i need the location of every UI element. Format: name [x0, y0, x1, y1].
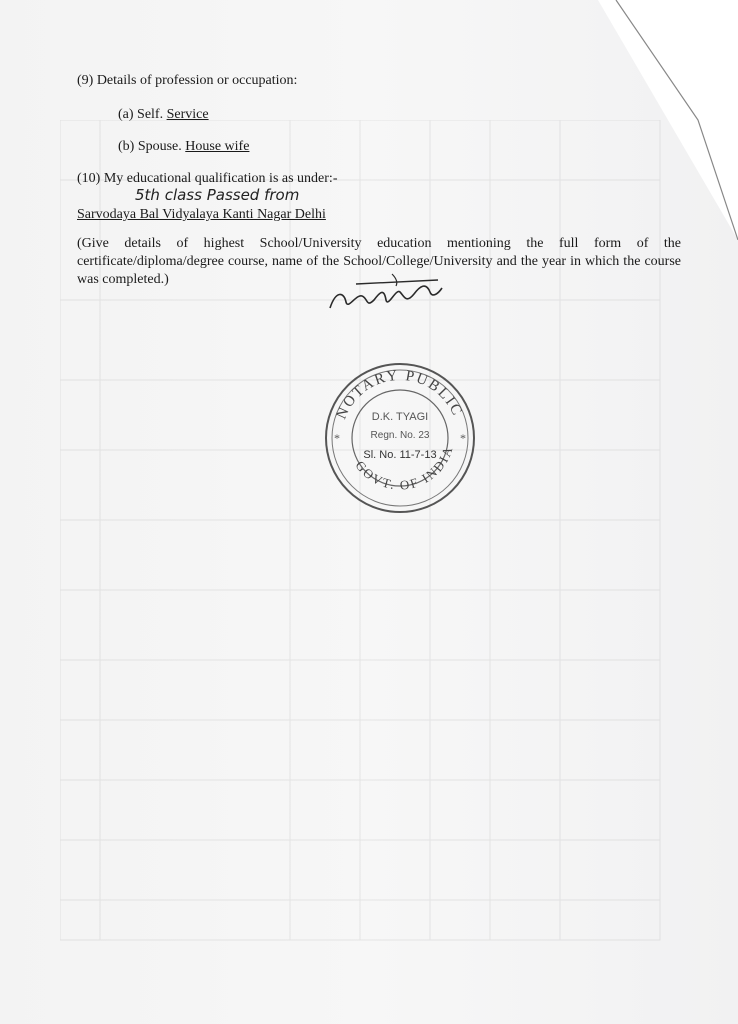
section9-heading: (9) Details of profession or occupation:	[77, 73, 298, 88]
notary-stamp	[320, 360, 480, 515]
spouse-value: House wife	[185, 139, 250, 154]
stamp-bottom-text: GOVT. OF INDIA	[352, 443, 456, 493]
stamp-regn: Regn. No. 23	[370, 430, 430, 441]
stamp-star-right: *	[460, 431, 466, 445]
school-name: Sarvodaya Bal Vidyalaya Kanti Nagar Delhi	[77, 207, 326, 222]
stamp-top-text: NOTARY PUBLIC	[333, 367, 466, 422]
self-value: Service	[166, 107, 209, 122]
stamp-star-left: *	[334, 431, 340, 445]
self-label: (a) Self.	[118, 107, 164, 122]
spouse-occupation	[118, 139, 249, 155]
signature	[326, 270, 446, 320]
instruction-paragraph: (Give details of highest School/University education mentioning the full form of the certificate/diploma/degree course, name of the School/College/University and the year in which the course was completed.)	[77, 236, 681, 287]
stamp-serial: Sl. No. 11-7-13	[363, 449, 437, 461]
folded-corner	[598, 0, 738, 240]
section10-heading: (10) My educational qualification is as under:-	[77, 171, 338, 186]
self-occupation	[118, 107, 209, 123]
stamp-name: D.K. TYAGI	[371, 411, 429, 423]
spouse-label: (b) Spouse.	[118, 139, 182, 154]
handwritten-qualification: 5th class Passed from	[135, 186, 300, 204]
